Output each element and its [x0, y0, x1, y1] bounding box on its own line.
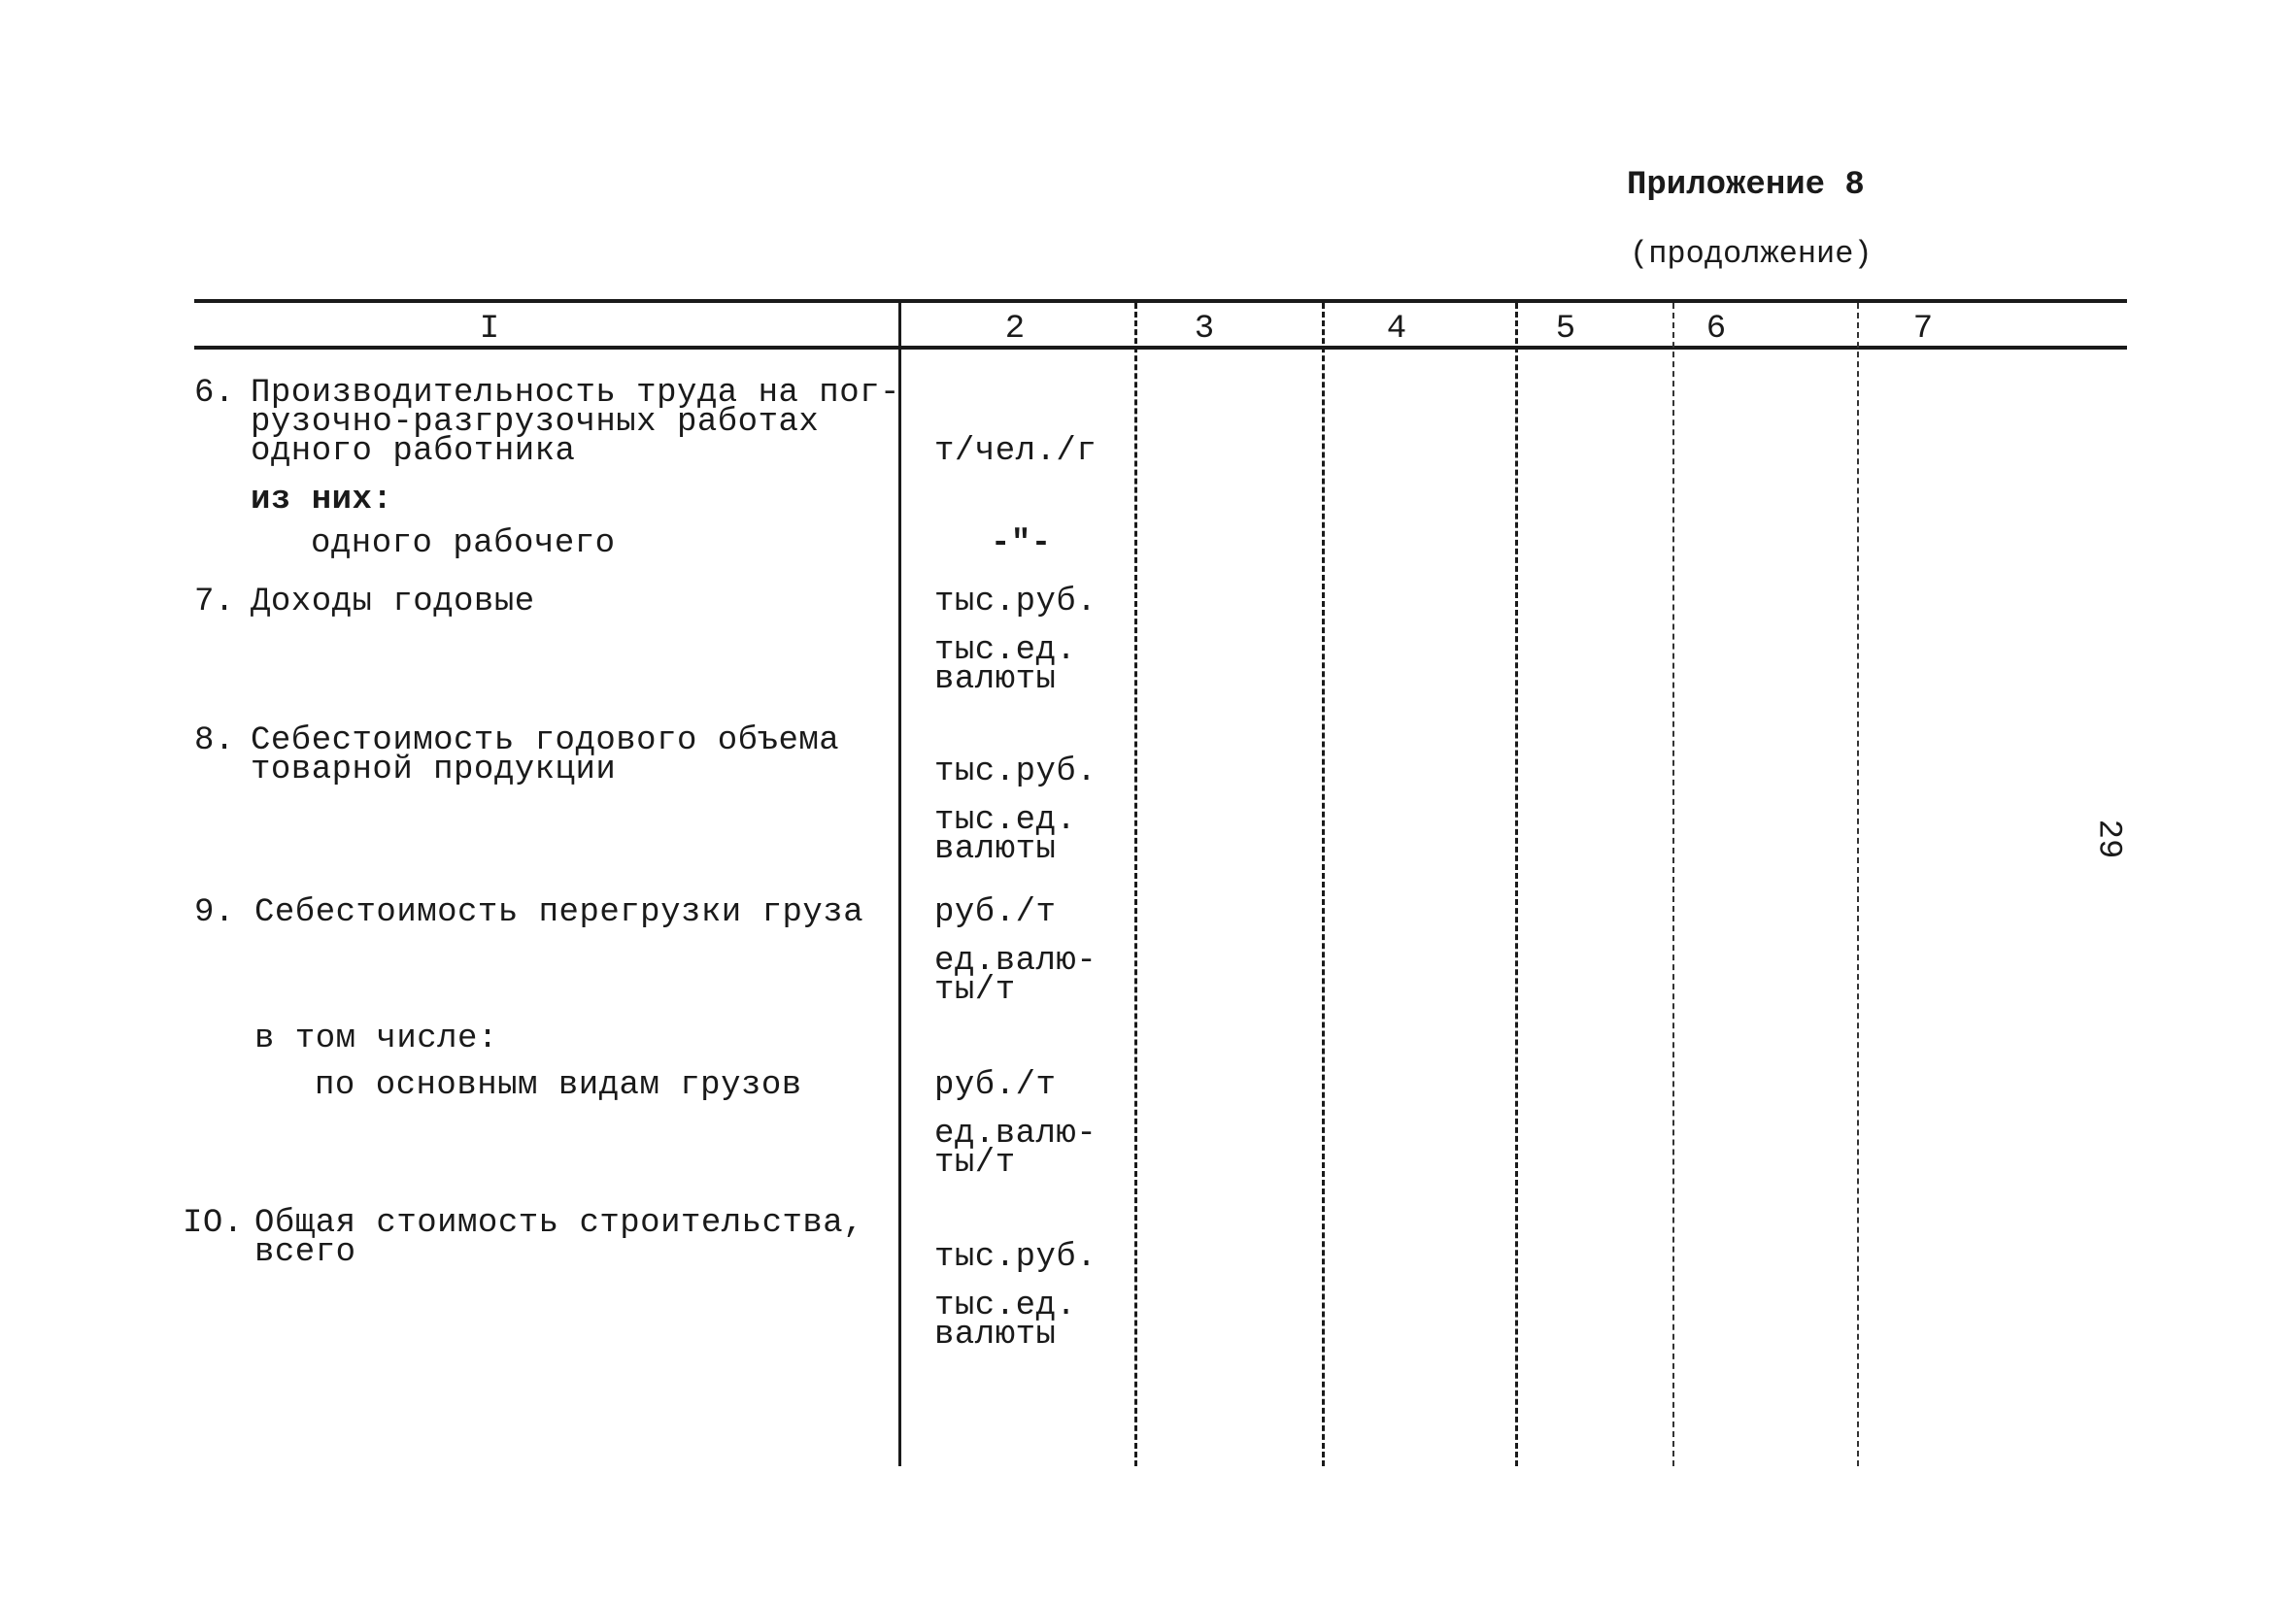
appendix-subtitle: (продолжение): [1630, 236, 1873, 272]
column-divider-1: [898, 303, 901, 1466]
row-10-unit-2a: тыс.ед.: [934, 1288, 1077, 1324]
row-10-label-line-1: Общая стоимость строительства,: [254, 1205, 864, 1242]
row-9-unit-2b: ты/т: [934, 972, 1016, 1009]
column-divider-4: [1515, 303, 1518, 1466]
row-7-unit-2a: тыс.ед.: [934, 632, 1077, 669]
column-divider-3: [1322, 303, 1325, 1466]
column-header-3: 3: [1194, 311, 1215, 348]
row-10-unit-1: тыс.руб.: [934, 1239, 1097, 1276]
row-6-label-line-2: рузочно-разгрузочных работах: [251, 404, 820, 441]
row-9-number: 9.: [194, 894, 235, 931]
row-8-unit-2a: тыс.ед.: [934, 802, 1077, 839]
row-6-label-line-3: одного работника: [251, 433, 576, 470]
row-8-label-line-2: товарной продукции: [251, 752, 617, 788]
appendix-title: Приложение 8: [1627, 167, 1865, 204]
row-6-subheading: из них:: [251, 482, 393, 519]
row-7-unit-1: тыс.руб.: [934, 584, 1097, 620]
row-8-label-line-1: Себестоимость годового объема: [251, 722, 840, 759]
column-header-2: 2: [1004, 311, 1026, 348]
column-header-4: 4: [1386, 311, 1407, 348]
row-6b-unit: -"-: [991, 525, 1052, 562]
row-10-unit-2b: валюты: [934, 1317, 1057, 1354]
row-9-unit-1: руб./т: [934, 894, 1057, 931]
column-header-7: 7: [1912, 311, 1934, 348]
column-header-5: 5: [1555, 311, 1576, 348]
row-6-label-line-1: Производительность труда на пог-: [251, 375, 900, 412]
row-9b-unit-1: руб./т: [934, 1067, 1057, 1104]
row-9b-label: по основным видам грузов: [315, 1067, 802, 1104]
column-divider-6: [1857, 303, 1859, 1466]
row-9b-unit-2b: ты/т: [934, 1145, 1016, 1182]
column-divider-2: [1134, 303, 1137, 1466]
column-divider-5: [1672, 303, 1674, 1466]
row-8-unit-1: тыс.руб.: [934, 753, 1097, 790]
row-9-label: Себестоимость перегрузки груза: [254, 894, 864, 931]
row-6-unit: т/чел./г: [934, 433, 1097, 470]
table-top-rule: [194, 299, 2127, 303]
column-header-6: 6: [1705, 311, 1727, 348]
row-6b-label: одного рабочего: [311, 525, 616, 562]
row-9b-unit-2a: ед.валю-: [934, 1116, 1097, 1153]
row-7-unit-2b: валюты: [934, 661, 1057, 698]
row-9-unit-2a: ед.валю-: [934, 943, 1097, 980]
row-10-label-line-2: всего: [254, 1234, 356, 1271]
row-9-subheading: в том числе:: [254, 1021, 498, 1057]
row-7-number: 7.: [194, 584, 235, 620]
row-10-number: IO.: [183, 1205, 244, 1242]
row-8-number: 8.: [194, 722, 235, 759]
row-7-label: Доходы годовые: [251, 584, 535, 620]
page-number: 29: [2089, 819, 2127, 859]
row-6-number: 6.: [194, 375, 235, 412]
column-header-1: I: [479, 311, 500, 348]
row-8-unit-2b: валюты: [934, 831, 1057, 868]
